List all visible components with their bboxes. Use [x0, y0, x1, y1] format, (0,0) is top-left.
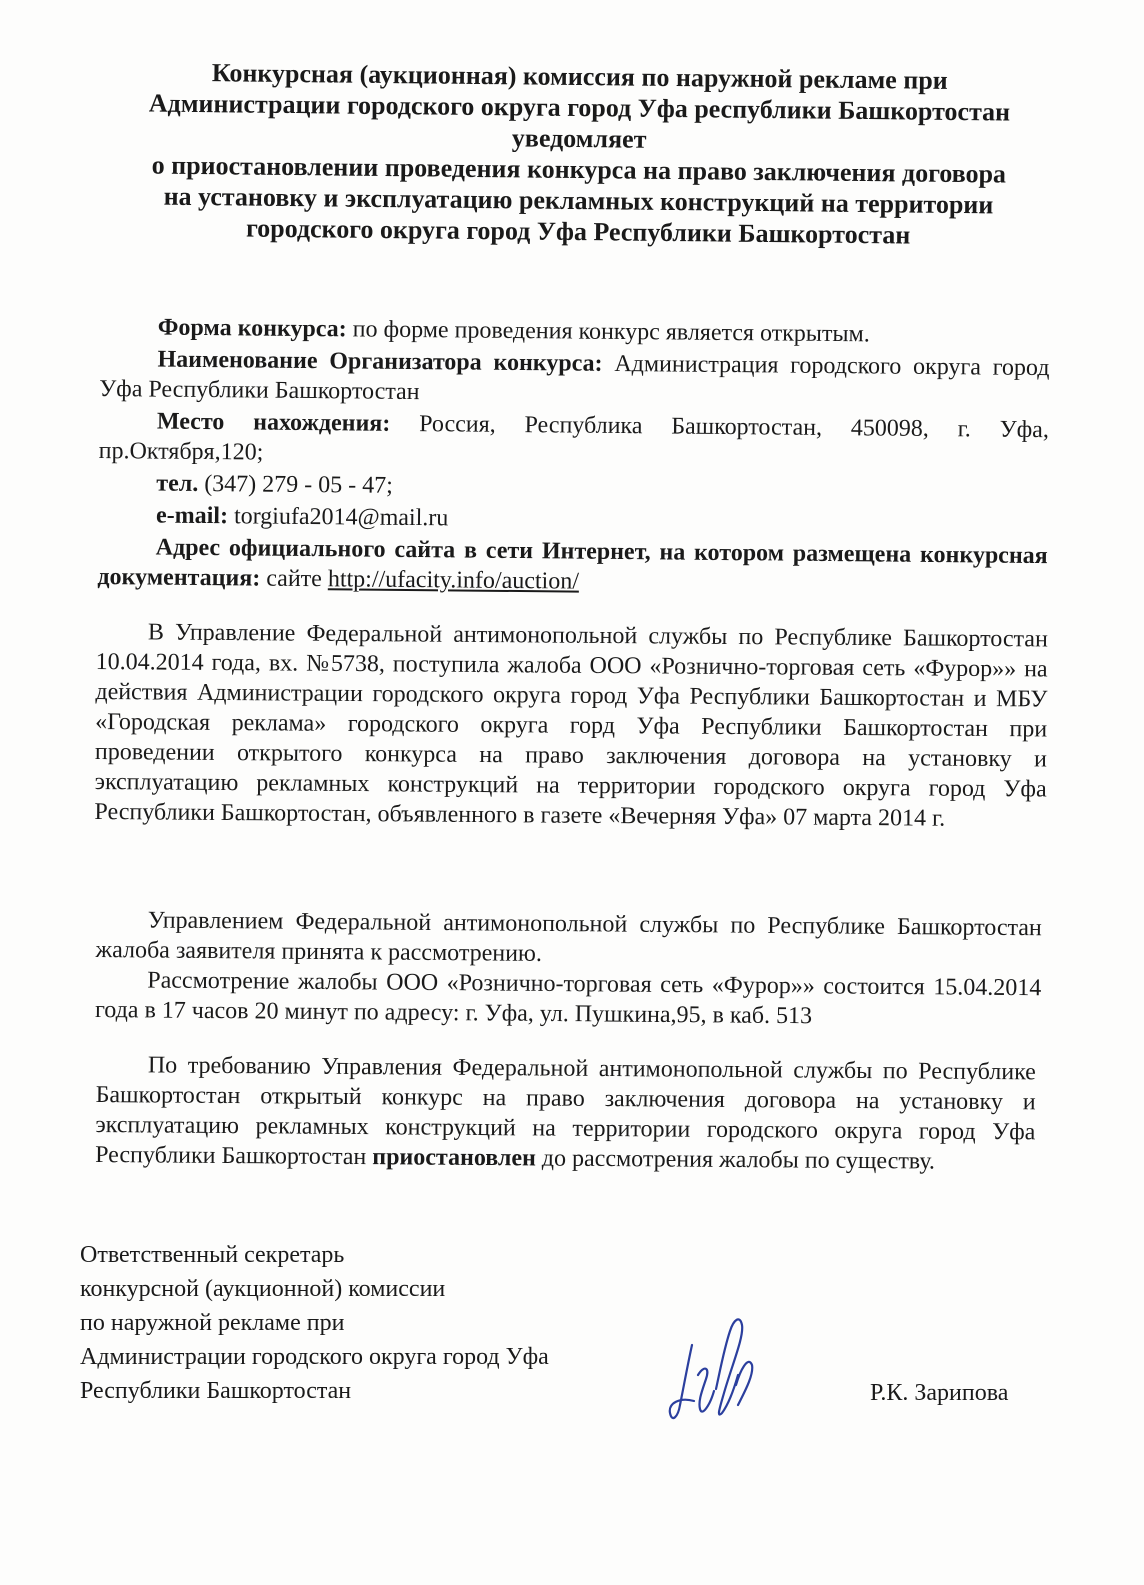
signatory-line-3: по наружной рекламе при [80, 1310, 345, 1336]
email-label: e-mail: [155, 502, 229, 530]
complaint-text: В Управление Федеральной антимонопольной службы по Республике Башкортостан 10.04.2014 года, вх. №5738, поступила жалоба ООО «Рознично-торговая сеть «Фурор»» на действия Администрации городского округа город Уфа Республики Башкортостан и МБУ «Городская реклама» городского округа горд Уфа Республики Башкортостан при проведении открытого конкурса на право заключения договора на установку и эксплуатацию рекламных конструкций на территории городского округа город Уфа Республики Башкортостан, объявленного в газете «Вечерняя Уфа» 07 марта 2014 г. [94, 619, 1048, 832]
suspension-text-start: По требованию Управления Федеральной антимонопольной службы по Республике Башкортостан открытый конкурс на право заключения договора на установку и эксплуатацию рекламных конструкций на территории городского округа город Уфа Республики Башкортостан [95, 1052, 1036, 1171]
handwritten-signature [650, 1305, 770, 1435]
review-paragraphs [95, 905, 1042, 1033]
organizer-label: Наименование Организатора конкурса: [157, 346, 603, 377]
signatory-line-2: конкурсной (аукционной) комиссии [80, 1276, 446, 1302]
header-line-5: на установку и эксплуатацию рекламных конструкций на территории [163, 181, 994, 220]
suspension-text [95, 1050, 1036, 1177]
phone-value: (347) 279 - 05 - 47; [198, 470, 394, 499]
organizer-value: Администрация городского округа город Уфа Республики Башкортостан [99, 350, 1050, 406]
suspension-paragraph [95, 1050, 1036, 1177]
website-link[interactable]: http://ufacity.info/auction/ [327, 566, 580, 595]
accepted-text: Управлением Федеральной антимонопольной службы по Республике Башкортостан жалоба заявителя принята к рассмотрению. [95, 907, 1042, 967]
signer-name: Р.К. Зарипова [870, 1380, 1009, 1406]
signatory-title [80, 1238, 549, 1408]
organizer-field [99, 344, 1050, 413]
form-value: по форме проведения конкурс является открытым. [346, 316, 870, 348]
website-field [97, 532, 1048, 601]
suspension-text-end: до рассмотрения жалобы по существу. [535, 1145, 936, 1175]
complaint-paragraph [94, 617, 1048, 834]
contest-details [97, 312, 1050, 603]
location-field [99, 406, 1050, 475]
website-label: Адрес официального сайта в сети Интернет, на котором размещена конкурсная документация: [97, 534, 1048, 592]
header-line-3: уведомляет [511, 123, 647, 154]
location-label: Место нахождения: [156, 408, 391, 437]
website-prefix: сайте [260, 565, 329, 593]
suspended-word: приостановлен [372, 1144, 536, 1172]
phone-label: тел. [156, 470, 199, 497]
signatory-line-5: Республики Башкортостан [80, 1378, 352, 1404]
header-line-4: о приостановлении проведения конкурса на право заключения договора [151, 150, 1007, 189]
form-label: Форма конкурса: [157, 314, 347, 343]
header-line-6: городского округа город Уфа Республики Башкортостан [245, 213, 911, 250]
hearing-text: Рассмотрение жалобы ООО «Рознично-торговая сеть «Фурор»» состоится 15.04.2014 года в 17 часов 20 минут по адресу: г. Уфа, ул. Пушкина,95, в каб. 513 [94, 967, 1042, 1030]
header-line-2: Администрации городского округа город Уфа республики Башкортостан [148, 88, 1011, 127]
header-line-1: Конкурсная (аукционная) комиссия по наружной рекламе при [211, 58, 948, 95]
signatory-line-1: Ответственный секретарь [80, 1242, 345, 1268]
signatory-line-4: Администрации городского округа город Уфа [80, 1344, 549, 1370]
email-value[interactable]: torgiufa2014@mail.ru [227, 503, 449, 532]
notice-header [98, 56, 1060, 252]
location-value: Россия, Республика Башкортостан, 450098, г. Уфа, пр.Октября,120; [98, 410, 1050, 466]
